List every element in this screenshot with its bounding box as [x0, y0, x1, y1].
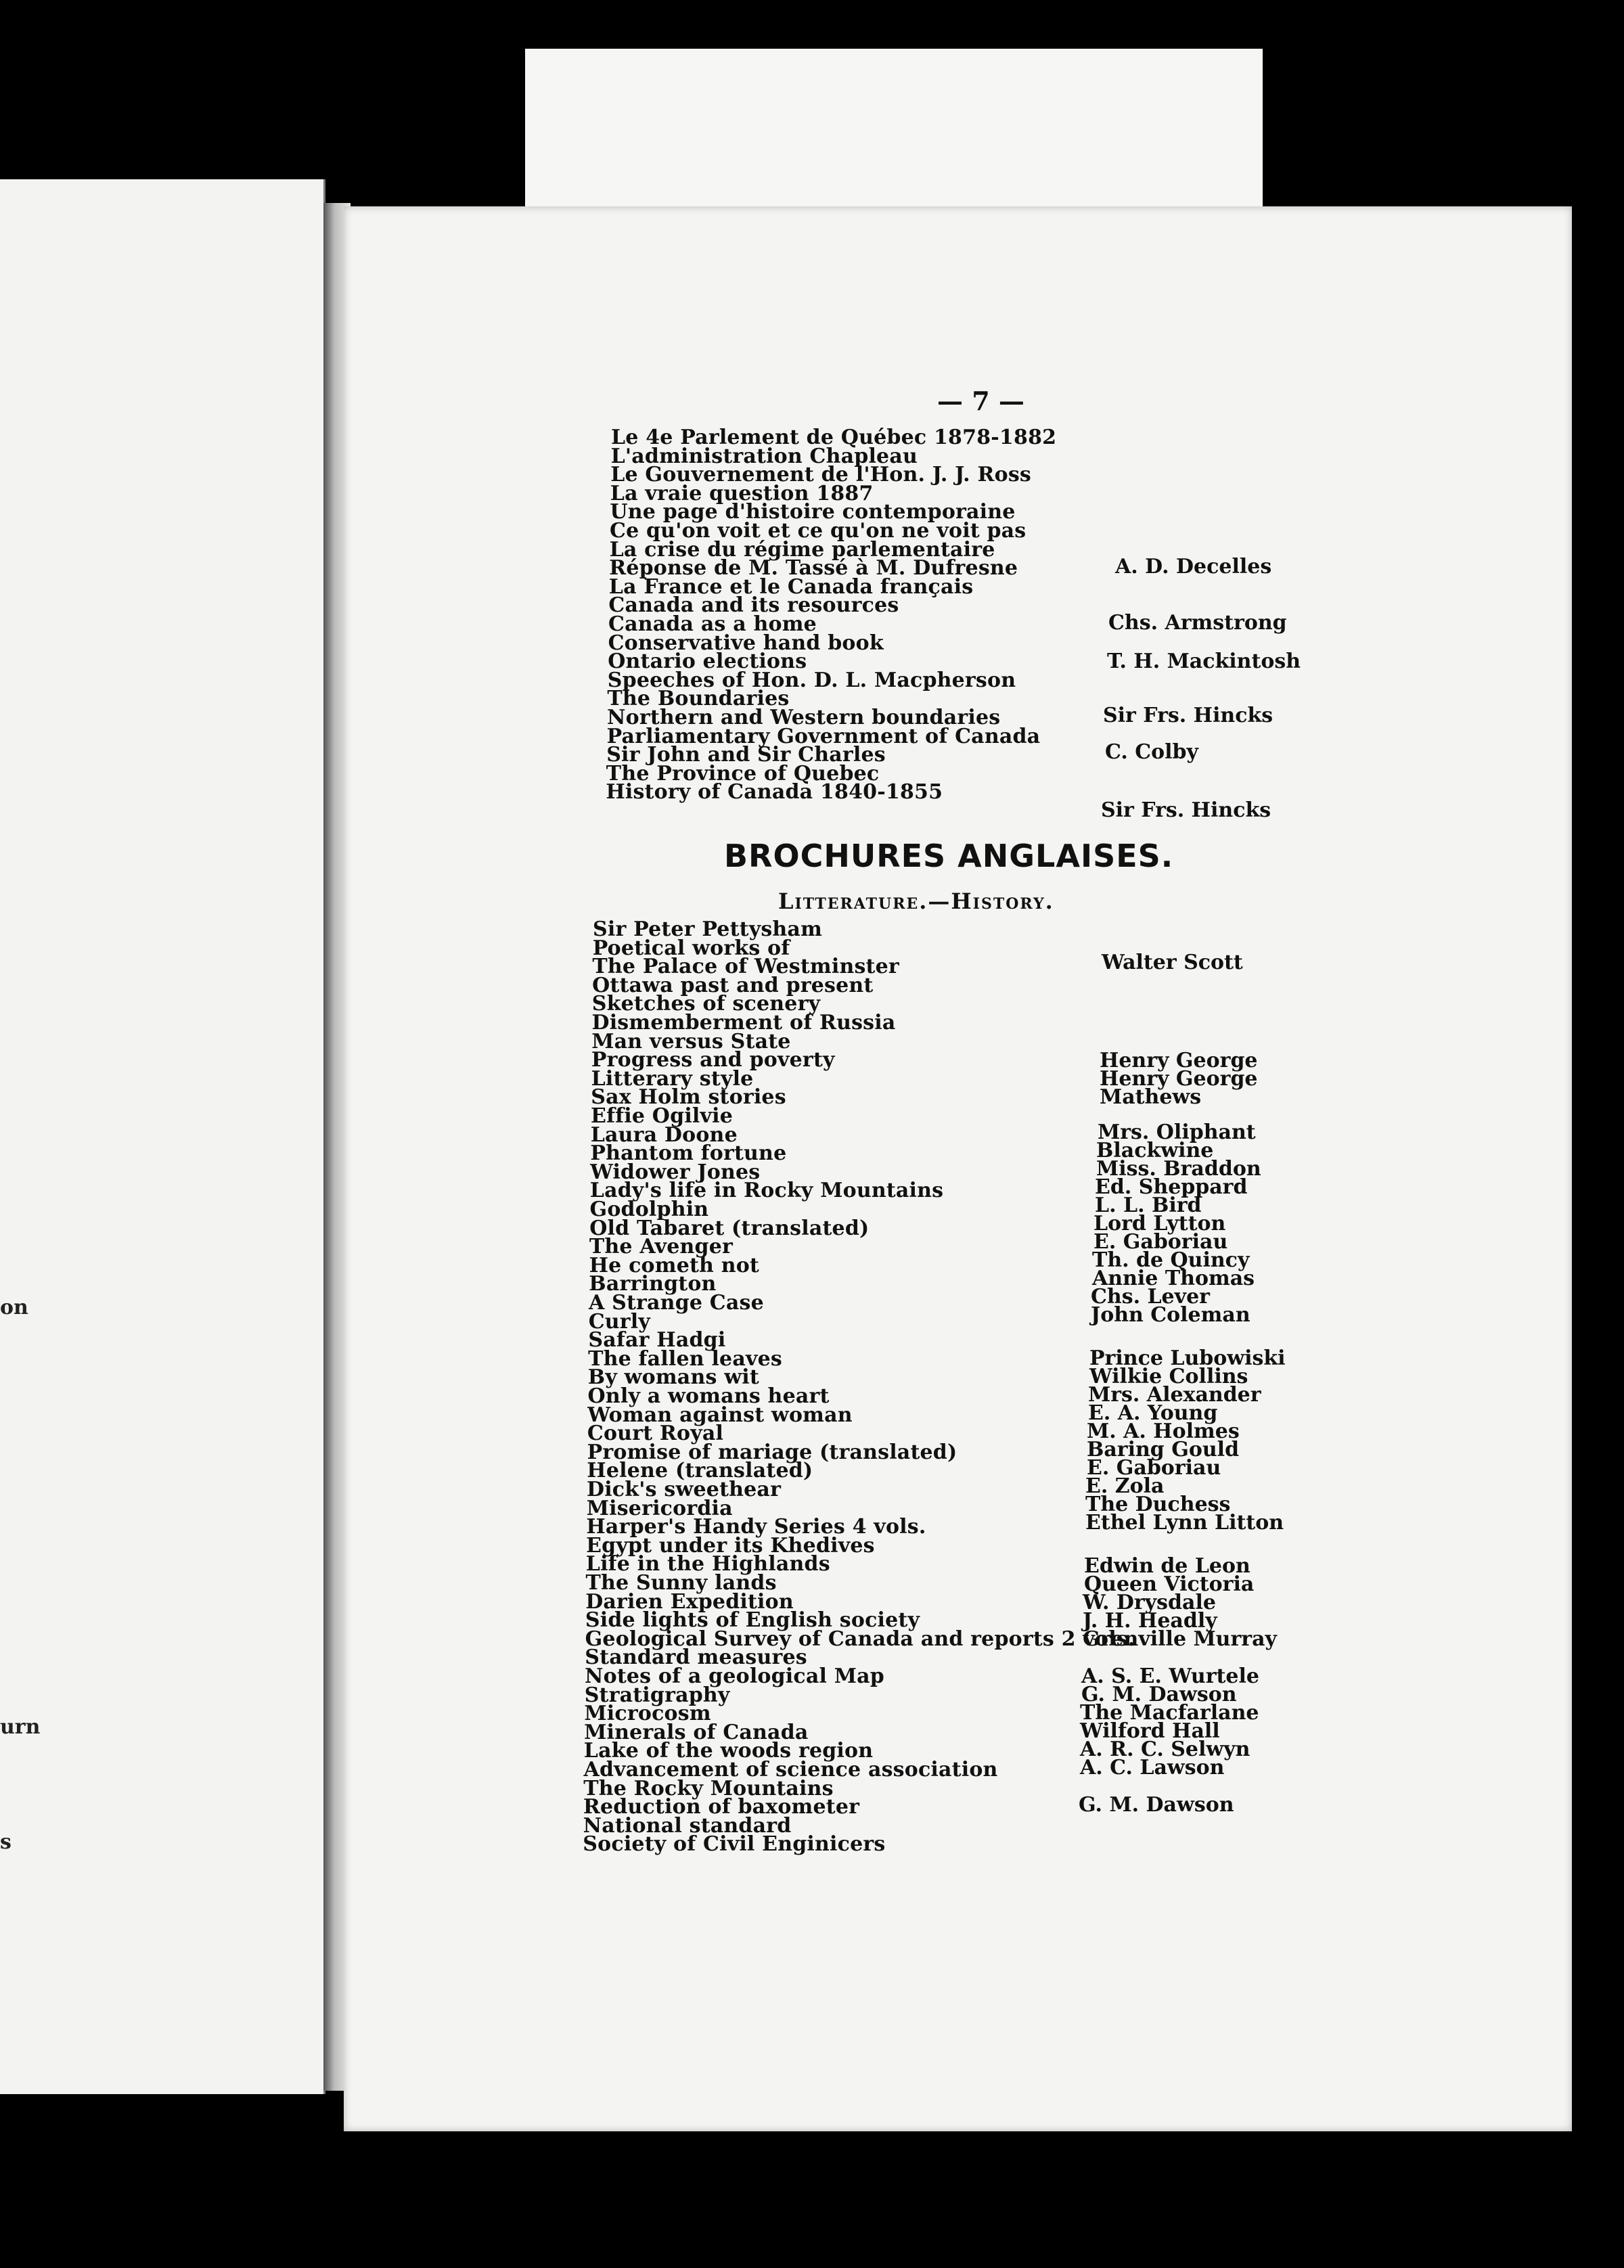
english-author: Blackwine	[1096, 1139, 1214, 1162]
english-title-line: Woman against woman	[587, 1403, 853, 1427]
french-title-line: Parliamentary Government of Canada	[606, 724, 1041, 748]
english-author: Annie Thomas	[1092, 1267, 1255, 1290]
english-title-line: Darien Expedition	[585, 1589, 794, 1614]
english-author: Wilford Hall	[1080, 1719, 1220, 1743]
english-title-line: Laura Doone	[590, 1122, 738, 1147]
left-page-fragment: on	[0, 1296, 28, 1319]
english-title-line: Stratigraphy	[584, 1683, 730, 1707]
english-title-line: He cometh not	[589, 1253, 759, 1277]
english-title-line: Phantom fortune	[590, 1141, 787, 1166]
french-title-line: Ce qu'on voit et ce qu'on ne voit pas	[610, 519, 1027, 543]
english-author: A. R. C. Selwyn	[1080, 1738, 1250, 1761]
english-title-line: Man versus State	[591, 1029, 791, 1053]
english-title-line: Godolphin	[589, 1198, 709, 1221]
english-title-line: Harper's Handy Series 4 vols.	[586, 1515, 926, 1539]
english-author: Mrs. Oliphant	[1098, 1120, 1256, 1144]
english-author: Walter Scott	[1102, 951, 1243, 974]
english-title-line: Curly	[588, 1309, 651, 1334]
french-title-line: Le Gouvernement de l'Hon. J. J. Ross	[610, 463, 1031, 487]
english-author: Chs. Lever	[1091, 1285, 1210, 1309]
english-title-line: The Sunny lands	[585, 1571, 777, 1595]
english-title-line: National standard	[583, 1813, 792, 1838]
english-title-line: Litterary style	[591, 1066, 754, 1091]
french-title-line: Une page d'histoire contemporaine	[610, 500, 1016, 524]
english-title-line: Reduction of baxometer	[583, 1795, 860, 1819]
english-title-line: Sax Holm stories	[591, 1085, 786, 1110]
english-title-line: Promise of mariage (translated)	[587, 1440, 957, 1464]
english-title-line: Misericordia	[586, 1496, 733, 1520]
french-title-line: Le 4e Parlement de Québec 1878-1882	[611, 426, 1057, 449]
english-author: W. Drysdale	[1083, 1591, 1216, 1614]
english-title-line: Standard measures	[585, 1646, 807, 1670]
english-title-line: Dick's sweethear	[587, 1478, 782, 1501]
french-title-line: L'administration Chapleau	[610, 444, 918, 468]
french-author: T. H. Mackintosh	[1107, 650, 1301, 673]
english-author: Ed. Sheppard	[1095, 1175, 1248, 1199]
english-title-line: Dismemberment of Russia	[591, 1011, 896, 1035]
english-title-line: The Avenger	[589, 1235, 734, 1259]
english-title-line: Court Royal	[587, 1422, 724, 1446]
english-author: Miss. Braddon	[1096, 1157, 1261, 1181]
page-tab	[525, 49, 1263, 218]
french-title-line: Northern and Western boundaries	[607, 706, 1001, 729]
english-title-line: Egypt under its Khedives	[586, 1533, 875, 1558]
english-title-line: Microcosm	[584, 1702, 711, 1726]
english-author: E. Gaboriau	[1093, 1230, 1228, 1254]
english-title-line: Geological Survey of Canada and reports 2 vols.	[585, 1627, 1135, 1651]
french-title-line: The Province of Quebec	[606, 761, 880, 786]
english-author: The Duchess	[1085, 1493, 1231, 1516]
french-title-line: The Boundaries	[607, 687, 790, 711]
english-author: L. L. Bird	[1095, 1194, 1202, 1217]
french-title-line: History of Canada 1840-1855	[606, 780, 943, 804]
left-page-fragment: urn	[0, 1715, 41, 1739]
english-title-line: By womans wit	[587, 1365, 759, 1390]
english-author: Wilkie Collins	[1089, 1365, 1248, 1388]
english-title-line: Progress and poverty	[591, 1048, 835, 1072]
english-title-line: Lake of the woods region	[583, 1739, 874, 1763]
english-title-line: Old Tabaret (translated)	[589, 1216, 870, 1240]
english-author: Lord Lytton	[1093, 1212, 1226, 1235]
english-title-line: Widower Jones	[590, 1160, 761, 1184]
english-author: Henry George	[1100, 1067, 1258, 1091]
french-title-line: Canada and its resources	[608, 593, 899, 618]
french-title-line: Sir John and Sir Charles	[606, 743, 886, 767]
english-author: Prince Lubowiski	[1089, 1346, 1286, 1370]
english-title-line: Safar Hadgi	[588, 1328, 726, 1353]
left-page	[0, 179, 325, 2094]
french-title-line: Canada as a home	[608, 612, 817, 636]
english-title-line: Ottawa past and present	[592, 973, 874, 997]
english-author: E. Zola	[1085, 1474, 1165, 1498]
english-title-line: Barrington	[589, 1272, 717, 1296]
english-title-line: Side lights of English society	[585, 1608, 920, 1633]
english-title-line: Effie Ogilvie	[591, 1104, 734, 1128]
english-author: A. C. Lawson	[1080, 1756, 1225, 1779]
english-author: Mathews	[1100, 1085, 1202, 1109]
french-title-line: Speeches of Hon. D. L. Macpherson	[607, 668, 1016, 692]
english-title-line: Minerals of Canada	[584, 1720, 809, 1744]
english-author: Baring Gould	[1087, 1438, 1240, 1461]
english-author: Queen Victoria	[1084, 1572, 1255, 1596]
section-heading: BROCHURES ANGLAISES.	[724, 838, 1174, 874]
english-author: The Macfarlane	[1080, 1701, 1259, 1725]
french-title-line: La vraie question 1887	[610, 481, 874, 505]
english-title-line: Lady's life in Rocky Mountains	[589, 1179, 944, 1203]
french-author: A. D. Decelles	[1115, 555, 1272, 579]
english-author: G. M. Dawson	[1079, 1793, 1234, 1817]
french-author: C. Colby	[1105, 740, 1198, 764]
english-author: J. H. Headly	[1083, 1609, 1217, 1633]
english-title-line: Only a womans heart	[587, 1384, 830, 1408]
english-title-line: The Rocky Mountains	[583, 1776, 834, 1800]
english-author: M. A. Holmes	[1087, 1420, 1240, 1443]
english-title-line: Sir Peter Pettysham	[593, 917, 823, 941]
english-title-line: The Palace of Westminster	[592, 955, 899, 979]
left-page-fragment: s	[0, 1830, 12, 1854]
french-title-line: Conservative hand book	[608, 631, 884, 655]
english-author: Edwin de Leon	[1084, 1554, 1250, 1578]
english-author: Th. de Quincy	[1092, 1248, 1250, 1272]
page-number: — 7 —	[937, 386, 1024, 416]
english-title-line: Society of Civil Enginicers	[583, 1832, 886, 1857]
english-author: G. M. Dawson	[1081, 1683, 1237, 1706]
english-author: Mrs. Alexander	[1088, 1383, 1261, 1407]
french-title-line: La France et le Canada français	[608, 574, 974, 599]
english-author: Henry George	[1100, 1049, 1258, 1072]
section-subheading: Litterature.—History.	[778, 888, 1054, 914]
french-title-line: La crise du régime parlementaire	[609, 537, 995, 562]
english-title-line: Notes of a geological Map	[585, 1664, 884, 1688]
english-author: E. A. Young	[1088, 1401, 1218, 1425]
english-author: Ethel Lynn Litton	[1085, 1511, 1284, 1535]
english-author: John Coleman	[1091, 1303, 1250, 1327]
english-title-line: The fallen leaves	[588, 1346, 782, 1371]
english-author: A. S. E. Wurtele	[1081, 1664, 1259, 1688]
english-title-line: A Strange Case	[589, 1291, 764, 1315]
french-title-line: Ontario elections	[608, 650, 807, 674]
english-title-line: Advancement of science association	[583, 1758, 998, 1782]
english-author: Grenville Murray	[1083, 1627, 1277, 1651]
french-author: Chs. Armstrong	[1108, 611, 1287, 635]
french-title-line: Réponse de M. Tassé à M. Dufresne	[609, 556, 1018, 581]
english-author: E. Gaboriau	[1087, 1456, 1221, 1480]
english-title-line: Sketches of scenery	[591, 992, 821, 1016]
french-author: Sir Frs. Hincks	[1101, 798, 1271, 822]
english-title-line: Helene (translated)	[587, 1459, 813, 1483]
english-title-line: Life in the Highlands	[585, 1552, 830, 1577]
main-page	[344, 206, 1572, 2131]
french-author: Sir Frs. Hincks	[1103, 704, 1273, 727]
english-title-line: Poetical works of	[592, 936, 790, 960]
